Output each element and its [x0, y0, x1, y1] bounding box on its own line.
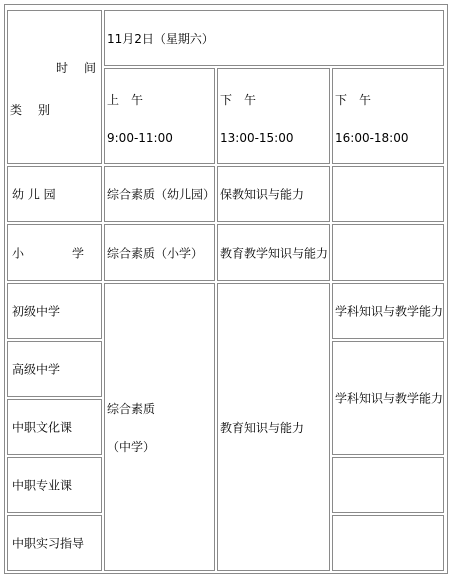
exam-subject: 综合素质（小学） — [107, 246, 204, 260]
exam-cell — [217, 166, 330, 222]
exam-subject: 教育知识与能力 — [220, 421, 305, 435]
exam-subject: 学科知识与教学能力 — [335, 391, 444, 406]
merged-exam-cell-morning — [104, 283, 215, 571]
category-label: 中职文化课 — [12, 420, 73, 435]
exam-subject: 综合素质 — [107, 402, 156, 416]
category-cell-primary — [7, 224, 102, 281]
exam-subject-qualifier: （中学） — [107, 440, 156, 454]
category-cell-vocational-culture — [7, 399, 102, 455]
header-corner-cell — [7, 10, 102, 164]
exam-cell — [104, 224, 215, 281]
exam-cell-empty — [332, 166, 444, 222]
session-time: 13:00-15:00 — [220, 131, 294, 145]
exam-date: 11月2日（星期六） — [107, 32, 214, 46]
exam-cell — [217, 224, 330, 281]
session-period: 下 午 — [335, 93, 372, 107]
session-time: 16:00-18:00 — [335, 131, 409, 145]
session-period: 下 午 — [220, 93, 257, 107]
session-header-late-afternoon — [332, 68, 444, 164]
time-label: 时 间 — [56, 61, 99, 75]
exam-subject: 学科知识与教学能力 — [335, 304, 444, 319]
category-cell-kindergarten — [7, 166, 102, 222]
session-period: 上 午 — [107, 93, 144, 107]
category-label: 初级中学 — [12, 304, 61, 319]
session-time: 9:00-11:00 — [107, 131, 173, 145]
exam-cell — [332, 283, 444, 339]
category-label: 小 学 — [12, 246, 93, 260]
category-label: 中职专业课 — [12, 478, 73, 493]
exam-cell — [104, 166, 215, 222]
category-label: 中职实习指导 — [12, 536, 85, 551]
category-cell-vocational-specialty — [7, 457, 102, 513]
exam-subject: 保教知识与能力 — [220, 187, 305, 202]
exam-cell — [332, 341, 444, 455]
exam-cell-empty — [332, 224, 444, 281]
exam-subject: 综合素质（幼儿园） — [107, 187, 216, 202]
category-label: 幼 儿 园 — [12, 187, 56, 202]
category-label: 类 别 — [10, 103, 53, 117]
category-label: 高级中学 — [12, 362, 61, 377]
session-header-morning — [104, 68, 215, 164]
exam-cell-empty — [332, 515, 444, 571]
exam-subject: 教育教学知识与能力 — [220, 246, 329, 260]
category-cell-junior-middle — [7, 283, 102, 339]
category-cell-vocational-internship — [7, 515, 102, 571]
merged-exam-cell-afternoon — [217, 283, 330, 571]
category-cell-senior-high — [7, 341, 102, 397]
date-header-cell — [104, 10, 444, 66]
exam-cell-empty — [332, 457, 444, 513]
session-header-afternoon — [217, 68, 330, 164]
